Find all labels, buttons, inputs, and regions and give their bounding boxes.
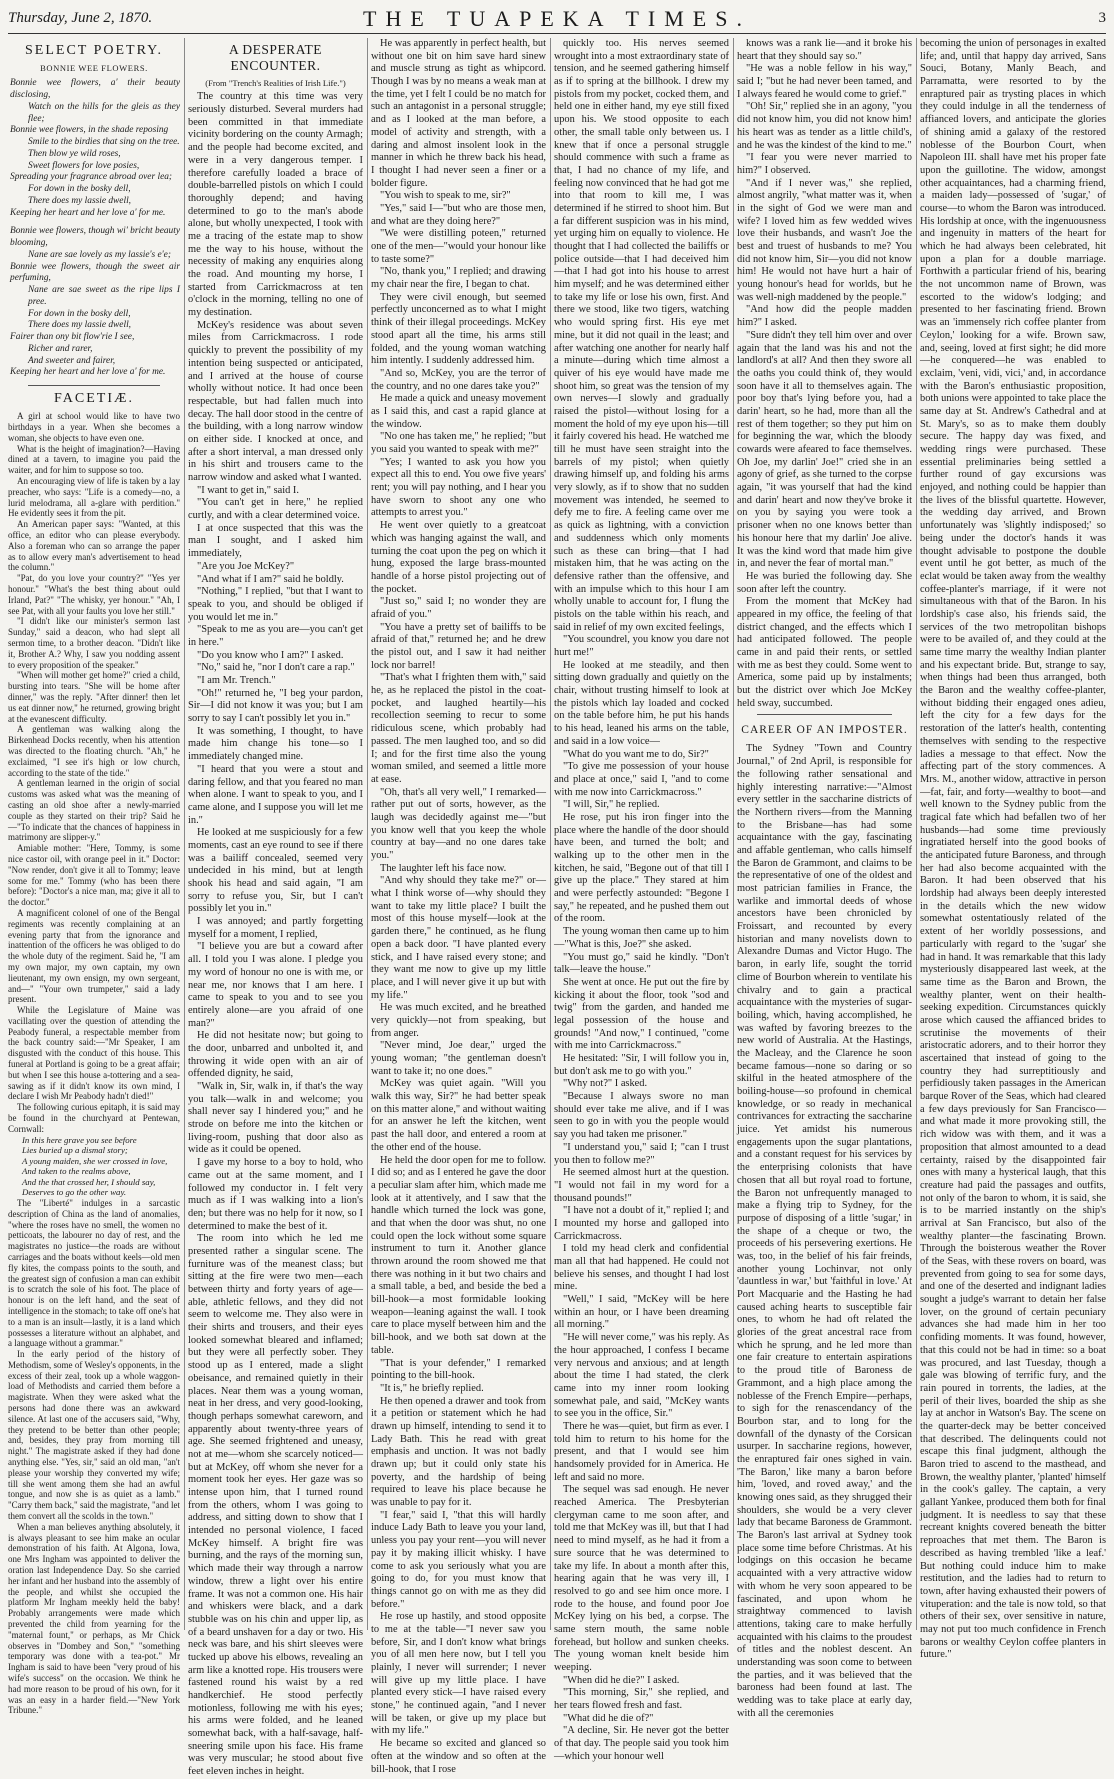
poem	[8, 78, 180, 379]
epitaph-line: A young maiden, she wer crossed in love,	[22, 1155, 168, 1166]
poem-line: Nane are sae lovely as my lassie's e'e;	[28, 249, 171, 260]
select-poetry-heading: SELECT POETRY.	[25, 43, 163, 58]
paragraph: "Why not?" I asked.	[563, 1078, 648, 1090]
paragraph: The young woman then came up to him—"What is this, Joe?" she asked.	[554, 926, 729, 950]
paragraph: I was annoyed; and partly forgetting myself for a moment, I replied,	[188, 916, 363, 940]
paragraph: "Because I always swore no man should ever take me alive, and if I was seen to go in with you the people would say you had taken me prisoner."	[554, 1091, 729, 1141]
paragraph: "Are you Joe McKey?"	[197, 560, 295, 572]
paragraph: He held the door open for me to follow. I did so; and as I entered he gave the door a peculiar slam after him, which made me look at it attentively, and I saw that the handle which turned the lock was gone, and that when the door was shut, no one could open the lock without some square instrument to turn it. Another glance thrown around the room showed me that there was nothing in it but two chairs and a small table, a bed, and beside the bed a bill-hook—a most formidable looking weapon—leaning against the wall. I took care to place myself between him and the bill-hook, and we both sat down at the table.	[371, 1154, 546, 1356]
poem-line: For down in the bosky dell,	[28, 184, 131, 195]
column-6	[920, 38, 1106, 1661]
paragraph: "I heard that you were a stout and daring fellow, and that you feared no man when alone. I want to speak to you, and I came alone, and I suppose you will let me in."	[188, 763, 363, 826]
paragraph: "Speak to me as you are—you can't get in here."	[188, 624, 363, 648]
paragraph: He became so excited and glanced so often at the window and so often at the bill-hook, that I rose	[371, 1738, 546, 1775]
column-rule	[367, 38, 368, 1630]
poem-line: Keeping her heart and her love a' for me.	[10, 207, 166, 218]
paragraph: I told my head clerk and confidential man all that had happened. He could not believe his senses, and thought I had lost mine.	[554, 1243, 729, 1293]
article-title: A DESPERATE ENCOUNTER.	[229, 42, 322, 74]
paragraph: While the Legislature of Maine was vacillating over the question of attending the Peabody funeral, a respectable member from the back country said:—"Mr Speaker, I am disgusted with the conduct of this house. This funeral at Portland is going to be a great affair; but when I see this house a-tottering and a sea-sawing as if it didn't know its own mind, I declare I wish Mr Peabody hadn't died!"	[8, 1005, 180, 1102]
paragraph: He was much excited, and he breathed very quickly—not from speaking, but from anger.	[371, 1002, 546, 1039]
paragraph: "You scoundrel, you know you dare not hurt me!"	[554, 634, 729, 658]
poem-title: BONNIE WEE FLOWERS.	[40, 63, 148, 74]
paragraph: It was something, I thought, to have made him change his tone—so I immediately changed mine.	[188, 725, 363, 763]
epitaph-line: And the that crossed her, I should say,	[22, 1176, 156, 1187]
paragraph: "Pat, do you love your country?" "Yes yer honour." "What's the best thing about ould Irland, Pat?" "The whisky, yer honour." "Ah, I see Pat, with all your faults you love her still."	[8, 573, 180, 616]
column-3	[371, 38, 546, 1775]
epitaph-line: Lies buried up a dismal story;	[22, 1145, 128, 1156]
poem-line: Smile to the birdies that sing on the tree.	[28, 137, 180, 148]
paragraph: "I will, Sir," he replied.	[563, 799, 660, 811]
article-title: CAREER OF AN IMPOSTER.	[741, 724, 908, 737]
paragraph: A magnificent colonel of one of the Bengal regiments was recently complaining at an evening party that from the ignorance and inattention of the officers he was obliged to do the whole duty of the regiment. Said he, "I am my own major, my own captain, my own lieutenant, my own ensign, my own sergeant, and—" "Your own trumpeter," said a lady present.	[8, 907, 180, 1005]
epitaph-line: And taken to the realms above,	[22, 1166, 131, 1177]
column-1	[8, 38, 180, 1716]
paragraph: He went over quietly to a greatcoat which was hanging against the wall, and turning the coat upon the peg on which it hung, exposed the large brass-mounted handle of a horse pistol projecting out of the pocket.	[371, 520, 546, 595]
paragraph: He was buried the following day. She soon after left the country.	[737, 570, 912, 595]
paragraph: He was apparently in perfect health, but without one bit on him save hard sinew and muscle strung as tight as whipcord. Though I was by no means a weak man at the time, yet I felt I could be no match for such an antagonist in a personal struggle; and as I looked at the man before, a model of activity and strength, with a daring and almost insolent look in the manner in which he threw back his head, I thought I had never seen a finer or a bolder figure.	[371, 38, 546, 189]
paragraph: A gentleman was walking along the Birkenhead Docks recently, when his attention was directed to the floating church. "Ah," he exclaimed, "I see it's high or low church, according to the state of the tide."	[8, 724, 180, 778]
column-4	[554, 38, 729, 1762]
poem-line: Spreading your fragrance abroad over lea;	[10, 172, 173, 183]
paragraph: "Oh, that's all very well," I remarked—rather put out of sorts, however, as the laugh was decidedly against me—"but you know well that you keep the whole country at bay—and no one dares take you."	[371, 786, 546, 861]
paragraph: "No," said he, "nor I don't care a rap."	[197, 662, 355, 674]
poem-line: Sweet flowers for love posies,	[28, 160, 140, 171]
paragraph: "We were distilling poteen," returned one of the men—"would your honour like to taste some?"	[371, 228, 546, 265]
paragraph: "It is," he briefly replied.	[380, 1382, 484, 1394]
paragraph: "Oh! Sir," replied she in an agony, "you did not know him, you did not know him! his heart was as tender as a little child's, and he was the kindest of the kind to me."	[737, 101, 912, 151]
paragraph: "Do you know who I am?" I asked.	[197, 649, 344, 661]
column-rule	[733, 38, 734, 1630]
epitaph	[8, 1135, 180, 1198]
paragraph: "This morning, Sir," she replied, and her tears flowed fresh and fast.	[554, 1687, 729, 1712]
issue-date: Thursday, June 2, 1870.	[8, 10, 153, 26]
paragraph: "And how did the people madden him?" I asked.	[737, 304, 912, 329]
paragraph: "I have not a doubt of it," replied I; and I mounted my horse and galloped into Carrickmacross.	[554, 1205, 729, 1242]
poem-line: There does my lassie dwell,	[28, 320, 132, 331]
paragraph: Amiable mother: "Here, Tommy, is some nice castor oil, with orange peel in it." Doctor: "Now render, don't give it all to Tommy; leave some for me." Tommy (who has been there before): "Doctor's a nice man, ma; give it all to the doctor."	[8, 843, 180, 908]
paragraph: "That is your defender," I remarked pointing to the bill-hook.	[371, 1357, 546, 1382]
paragraph: "And if I never was," she replied, almost angrily, "what matter was it, when in the sight of God we were man and wife? I loved him as few wedded wives love their husbands, and wasn't Joe the best and truest of husbands to me? You did not know him, Sir—you did not know him! He would not have hurt a hair of young honour's head for worlds, but he was well-nigh maddened by the people."	[737, 177, 912, 303]
page-number: 3	[1098, 10, 1106, 26]
paragraph: An encouraging view of life is taken by a lay preacher, who says: "Life is a comedy—no, a lurid melodrama, all a-glare with perdition." He evidently sees it from the pit.	[8, 476, 180, 519]
paragraph: "That's what I frighten them with," said he, as he replaced the pistol in the coat-pocket, and laughed heartily—his recollection seeming to recur to some ridiculous scene, which probably had passed. The men laughed too, and so did I; and for the first time also the young woman smiled, and seemed a little more at ease.	[371, 672, 546, 785]
section-divider	[28, 385, 160, 386]
poem-line: Then blow ye wild roses,	[28, 148, 121, 159]
paragraph: McKey's residence was about seven miles from Carrickmacross. I rode quickly to prevent the possibility of my intention being suspected or anticipated, and I arrived at the house of course wholly without notice. It had once been respectable, but had fallen much into decay. The hall door stood in the centre of the building, with a long narrow window on either side. I knocked at once, and after a short interval, a man dressed only in his shirt and trousers came to the narrow window and asked what I wanted.	[188, 319, 363, 484]
paragraph: "Yes; I wanted to ask you how you expect all this to end. You owe five years' rent; you will pay nothing, and I hear you have sworn to shoot any one who attempts to arrest you."	[371, 456, 546, 519]
paragraph: "I am Mr. Trench."	[197, 675, 276, 687]
facetiae-body	[8, 411, 180, 1716]
paragraph: When a man believes anything absolutely, it is always pleasant to see him make an ocular demonstration of his faith. At Algona, Iowa, one Mrs Ingham was appointed to deliver the oration last Independence Day. So she carried her infant and her husband into the assembly of the people, and whilst she occupied the platform Mr Ingham meekly held the baby! Probably arrangements were made which prevented the child from yearning for the "maternal fount," or perhaps, as Mr Chick observes in "Dombey and Son," "something temporary was done with a tea-pot." Mr Ingham is said to have been "very proud of his wife's success" on the occasion. We think he had more reason to be proud of his own, for it was an easy in a harder field.—"New York Tribune."	[8, 1521, 180, 1716]
paragraph: "Yes," said I—"but who are those men, and what are they doing here?"	[371, 202, 546, 227]
paragraph: I at once suspected that this was the man I sought, and I asked him immediately,	[188, 522, 363, 560]
poem-line: Nane are sae sweet as the ripe lips I pree.	[28, 285, 180, 307]
paragraph: "I believe you are but a coward after all. I told you I was alone. I pledge you my word of honour no one is with me, or near me, nor knows that I am here. I came to speak to you and to see you entirely alone—are you afraid of one man?"	[188, 941, 363, 1029]
column-2	[188, 38, 363, 1778]
paragraph: A girl at school would like to have two birthdays in a year. When she becomes a woman, she objects to have even one.	[8, 411, 180, 443]
paragraph: "Sure didn't they tell him over and over again that the land was his and not the landlord's at all? And then they swore all the oaths you could think of, they would soon have it all to themselves again. The poor boy that's lying before you, had a darin' heart, so he had, more than all the rest of them together; so they put him on for beginning the war, which the bloody cowards were afeared to face themselves. Oh Joe, my darlin' Joe!" cried she in an agony of grief, as she turned to the corpse again, "it was yourself that had the kind and darin' heart and now they've broke it on you by saying you were took a prisoner when no one knows better than his honour here that my darlin' Joe alive. It was the kind word that made him give in, and never the fear of mortal man."	[737, 329, 912, 570]
paragraph: He rose up hastily, and stood opposite to me at the table—"I never saw you before, Sir, and I don't know what brings you of all men here now, but I tell you plainly, I never will surrender; I never will give up my little place. I have planted every stick—I have raised every stone," he continued again, "and I never will be taken, or give up my place but with my life."	[371, 1611, 546, 1737]
paragraph: In the early period of the history of Methodism, some of Wesley's opponents, in the excess of their zeal, took up a whole waggon-load of Methodists and carried them before a magistrate. When they were asked what the persons had done there was an awkward silence. At last one of the accusers said, "Why, they pretend to be better than other people; and, besides, they pray from morning till night." The magistrate asked if they had done anything else. "Yes, sir," said an old man, "an't please your worship they converted my wife; till she went among them she had an awful tongue, and now she is as quiet as a lamb." "Carry them back," said the magistrate, "and let them convert all the scolds in the town."	[8, 1349, 180, 1522]
column-rule	[550, 38, 551, 1630]
paragraph: He made a quick and uneasy movement as I said this, and cast a rapid glance at the window.	[371, 393, 546, 430]
paragraph: An American paper says: "Wanted, at this office, an editor who can please everybody. Also a foreman who can so arrange the paper as to allow every man's advertisement to head the column."	[8, 519, 180, 573]
paragraph: "What did he die of?"	[563, 1712, 654, 1724]
poem-line: Watch on the hills for the gleis as they flee;	[28, 101, 180, 124]
paragraph: "Nothing," I replied, "but that I want to speak to you, and should be obliged if you would let me in."	[188, 586, 363, 623]
paragraph: "What do you want me to do, Sir?"	[563, 748, 709, 760]
paragraph: "And so, McKey, you are the terror of the country, and no one dares take you?"	[371, 367, 546, 392]
paragraph: The sequel was sad enough. He never reached America. The Presbyterian clergyman came to me soon after, and told me that McKey was ill, but that I had need to mind myself, as he had it from a sure source that he was determined to take my life. In about a month after this, hearing again that he was very ill, I resolved to go and see him once more. I rode to the house, and found poor Joe McKey lying on his bed, a corpse. The same stern mouth, the same noble forehead, but hollow and sunken cheeks. The young woman knelt beside him weeping.	[554, 1484, 729, 1673]
paragraph: "And what if I am?" said he boldly.	[197, 573, 344, 585]
poem-line: And sweeter and fairer,	[28, 355, 116, 366]
paragraph: "I understand you," said I; "can I trust you then to follow me?"	[554, 1141, 729, 1166]
masthead	[8, 6, 1106, 32]
paragraph: knows was a rank lie—and it broke his heart that they should say so."	[737, 38, 912, 62]
paragraph: McKey was quiet again. "Will you walk this way, Sir?" he had better speak on this matter alone," and without waiting for an answer he left the kitchen, went past the hall door, and entered a room at the other end of the house.	[371, 1078, 546, 1153]
paragraph: "He will never come," was his reply. As the hour approached, I confess I became very nervous and anxious; and at length about the time I had stated, the clerk came into my inner room looking somewhat pale, and said, "McKey wants to see you in the office, Sir."	[554, 1332, 729, 1420]
paragraph: I gave my horse to a boy to hold, who came out at the same moment, and I followed my conductor in. I felt very much as if I was walking into a lion's den; but there was no help for it now, so I determined to make the best of it.	[188, 1157, 363, 1232]
paragraph: He hesitated: "Sir, I will follow you in, but don't ask me to go with you."	[554, 1053, 729, 1077]
paragraph: "Well," I said, "McKey will be here within an hour, or I have been dreaming all morning."	[554, 1294, 729, 1331]
paragraph: He looked at me steadily, and then sitting down gradually and quietly on the chair, without trusting himself to look at the pistols which lay loaded and cocked on the table before him, he put his hands to his head, leaned his arms on the table, and said in a low voice—	[554, 659, 729, 747]
paragraph: "You can't get in here," he replied curtly, and with a clear determined voice.	[188, 497, 363, 522]
paragraph: There he was—quiet, but firm as ever. I told him to return to his home for the present, and that I would see him handsomely provided for in America. He left and said no more.	[554, 1420, 729, 1483]
paragraph: "No, thank you," I replied; and drawing my chair near the fire, I began to chat.	[371, 266, 546, 291]
paragraph: "A decline, Sir. He never got the better of that day. The people said you took him—which your honour well	[554, 1725, 729, 1762]
paragraph: "No one has taken me," he replied; "but you said you wanted to speak with me?"	[371, 431, 546, 455]
poem-line: For down in the bosky dell,	[28, 308, 131, 319]
paragraph: "Walk in, Sir, walk in, if that's the way you talk—walk in and welcome; you shall never say I hindered you;" and he strode on before me into the kitchen or living-room, pushing that door also as wide as it could be opened.	[188, 1081, 363, 1156]
paragraph: He rose, put his iron finger into the place where the handle of the door should have been, and turned the bolt; and walking up to the other men in the kitchen, he said, "Begone out of that till I give up the place." They stared at him and were perfectly astounded: "Begone I say," he repeated, and he pushed them out of the room.	[554, 811, 729, 925]
paragraph: "You have a pretty set of bailiffs to be afraid of that," returned he; and he drew the pistol out, and I saw it had neither lock nor barrel!	[371, 621, 546, 671]
section-divider	[757, 714, 892, 715]
paragraph: "When will mother get home?" cried a child, bursting into tears. "She will be home after dinner," was the reply. "After dinner! then let us eat dinner now," he returned, growing bright at the evanescent difficulty.	[8, 670, 180, 724]
column-rule	[184, 38, 185, 1630]
poem-line: Bonnie wee flowers, a' their beauty disclosing,	[10, 78, 180, 101]
paragraph: "I fear," said I, "that this will hardly induce Lady Bath to leave you your land, unless you pay your rent—you will never pay it by making illicit whisky. I have come to ask you seriously what you are going to do, for you must know that things cannot go on with me as they did before."	[371, 1509, 546, 1610]
epitaph-line: In this here grave you see before	[22, 1134, 137, 1145]
column-5	[737, 38, 912, 1719]
paragraph: The "Liberté" indulges in a sarcastic description of China as the land of anomalies, "where the roses have no smell, the women no petticoats, the labourer no day of rest, and the magistrates no justice—the roads are without carriages and the boats without keels—old men fly kites, the compass points to the south, and the greatest sign of confusion a man can exhibit is to scratch the sole of his foot. The place of honour is on the left hand, and the seat of intelligence in the stomach; to take off one's hat to a man is an insult—lastly, it is a land which possesses a literature without an alphabet, and a language without a grammar."	[8, 1197, 180, 1349]
paragraph: "I fear you were never married to him?" I observed.	[737, 152, 912, 176]
paragraph: A gentleman learned in the origin of social customs was asked what was the meaning of casting an old shoe after a newly-married couple as they started on their trip? Said he—"To indicate that the chances of happiness in matrimony are slipper-y."	[8, 778, 180, 843]
paragraph: They were civil enough, but seemed perfectly unconcerned as to what I might think of their illegal proceedings. McKey stood apart all the time, his arms still folded, and the young woman watching him intently. I suddenly addressed him.	[371, 291, 546, 367]
poem-line: Bonnie wee flowers, in the shade reposing	[10, 125, 169, 136]
paragraph: quickly too. His nerves seemed wrought into a most extraordinary state of tension, and he seemed gathering himself as if to spring at the billhook. I drew my pistols from my pocket, cocked them, and held one in either hand, my eye still fixed upon his. We stood opposite to each other, the small table only between us. I knew that if once a personal struggle should commence with such a frame as that, I had no chance of my life, and feeling now convinced that he had got me into that room to kill me, I was determined if he stirred to shoot him. But a far different suspicion was in his mind, yet urging him on equally to violence. He thought that I had collected the bailiffs or police outside—that I had deceived him—that I had got into his house to arrest him myself; and he was determined either to take my life or lose his own, first. And there we stood, like two tigers, watching who would spring first. His eye met mine, but it did not quail in the least; and after watching one another for nearly half a minute—during which time almost a quiver of his eye would have made me shoot him, so great was the tension of my own nerves—I slowly and gradually raised the pistol—without losing for a moment the hold of my eye upon his—till it fairly covered his head. He watched me till he must have seen straight into the barrels of my pistol; when quietly drawing himself up, and folding his arms very slowly, as if to show that no sudden movement was intended, he seemed to defy me to fire. A feeling came over me as quick as lightning, with a conviction and suddenness which only moments such as these can bring—that I had mistaken him, that he was acting on the defensive rather than the offensive, and with an impulse which to this hour I am wholly unable to account for, I flung the pistols on the table within his reach, and said in relief of my own excited feelings,	[554, 38, 729, 633]
paragraph: becoming the union of personages in exalted life; and, until that happy day arrived, Sans Souci, Botany, Manly Beach, and Parramatta, were resorted to by the enraptured pair as trysting places in which they could indulge in all the tenderness of affianced lovers, and anticipate the glories of shining amid a galaxy of the restored noblesse of the Bourbon Court, when Napoleon III. shall have met his proper fate upon the guillotine. The widow, amongst other acquaintances, had a charming friend, a maiden lady—possessed of 'sugar,' of course—to whom the Baron was introduced. His lordship at once, with the ingenuousness and ingenuity in matters of the heart for which he had always been celebrated, hit upon a plan for a double marriage. Forthwith a particular friend of his, bearing the not uncommon name of Brown, was escorted to the widow's lodging; and presented to her fascinating friend. Brown was an 'immensely rich coffee planter from Ceylon,' looking for a wife. Brown saw, and, seeing, loved at first sight; he did more—he conquered—he was enabled to exclaim, 'veni, vidi, vici,' and, in accordance with the Baron's enthusiastic proposition, both unions were appointed to take place the same day at St. Andrew's Cathedral and at St. Mary's, so as to make them doubly secure. The happy day was fixed, and wedding rings were purchased. These essential preliminaries being settled a further round of gay excursions was enjoyed, and nothing could be happier than the lives of the blissful quartette. However, the wedding day arrived, and Brown unfortunately was 'slightly indisposed;' so being under the doctor's hands it was thought advisable to postpone the double event until he got better, as much of the eclat would be taken away from the wealthy coffee-planter's marriage, if it were not simultaneous with that of the Baron. In his lordship's case also, his friends said, the services of the two metropolitan bishops were to be availed of, and they could at the same time marry the wealthy Indian planter and his expectant bride. But, strange to say, when things had been thus arranged, both the Baron and the wealthy coffee-planter, without bidding their engaged ones adieu, left the city for a few days for the restoration of the latter's health, contenting themselves with sending to the respective ladies a message to that effect. Now the affecting part of the story commences. A Mrs. M., another widow, attractive in person—fat, fair, and forty—wealthy to boot—and well known to the Sydney public from the tragical fate which had befallen two of her husbands—had some time previously ingratiated herself into the good books of the anticipated future Baroness, and through her had also become acquainted with the Baron. It had been observed that his lordship had always been deeply interested in the details which the new widow somewhat ostentatiously related of the extent of her worldly possessions, and particularly with regard to the 'sugar' she had in hand. It was remarkable that this lady mysteriously disappeared last week, at the same time as the Baron and Brown, the wealthy planter, went on their health-seeking expedition. Circumstances quickly arose which caused the affianced brides to scrutinise the movements of their aristocratic adorers, and to their horror they ascertained that instead of going to the country they had surreptitiously and perfidiously taken passages in the American barque Rover of the Seas, which had cleared a few days previously for San Francisco—and what made it more provoking still, the rich widow was with them, and it was a proposition that almost amounted to a dead certainty, raised by the disappointed fair ones with many a hysterical laugh, that this creature had paid the passages and outfits, not only of the baron to whom, it is said, she is to be married instantly on the ship's arrival at San Francisco, but also of the wealthy planter—the fascinating Brown. Through the boisterous weather the Rover of the Seas, with these rovers on board, was prevented from going to sea for some days, and one of the deserted and indignant ladies sought a judge's warrant to detain her false lover, on the ground of certain pecuniary advances she had made him in her too confiding moments. It was found, however, that this could not be had in time: so a boat was procured, and last Tuesday, though a gale was blowing of terrific fury, and the rain poured in torrents, the ladies, at the peril of their lives, boarded the ship as she lay at anchor in Watson's Bay. The scene on the quarter-deck may be better conceived that described. The delinquents could not escape this final judgment, although the Baron tried to ascend to the masthead, and Brown, the wealthy planter, 'planted' himself in the cook's galley. The captain, a very gallant Yankee, produced them both for final judgment. It is needless to say that these recreant knights covered beneath the bitter reproaches that met them. The Baron is described as having trembled 'like a leaf.' But nothing could induce him to make restitution, and the ladies had to return to town, after having exhausted their powers of vituperation: and the tale is now told, so that others of their sex, over sensitive in nature, may not put too much confidence in French barons or wealthy Ceylon coffee planters in future."	[920, 38, 1106, 1661]
paragraph: "Oh!" returned he, "I beg your pardon, Sir—I did not know it was you; but I am sorry to say I can't possibly let you in."	[188, 687, 363, 725]
poem-line: Fairer than ony bit flow'rie I see,	[10, 332, 135, 343]
paragraph: He seemed almost hurt at the question. "I would not fail in my word for a thousand pounds!"	[554, 1167, 729, 1204]
column-rule	[916, 38, 917, 1630]
paragraph: "Never mind, Joe dear," urged the young woman; "the gentleman doesn't want to take it; no one does."	[371, 1040, 546, 1077]
paragraph: The following curious epitaph, it is said may be found in the churchyard at Pentewan, Cornwall:	[8, 1102, 180, 1134]
paragraph: The laughter left his face now.	[380, 862, 507, 874]
paragraph: "He was a noble fellow in his way," said I; "but he had never been tamed, and I always feared he would come to grief."	[737, 63, 912, 100]
paragraph: "I want to get in," said I.	[197, 484, 299, 496]
paragraph: "Just so," said I; no wonder they are afraid of you."	[371, 596, 546, 620]
paragraph: "When did he die?" I asked.	[563, 1674, 680, 1686]
poem-line: Richer and rarer,	[28, 343, 93, 354]
paragraph: He looked at me suspiciously for a few moments, cast an eye round to see if there was a bailiff concealed, seemed very undecided in his mind, but at length shook his head and said again, "I am sorry to refuse you, Sir, but I can't possibly let you in."	[188, 827, 363, 915]
poem-line: Bonnie wee flowers, though the sweet air perfuming,	[10, 261, 180, 284]
poem-line: Bonnie wee flowers, though wi' bricht beauty blooming,	[10, 226, 180, 249]
paragraph: From the moment that McKey had appeared in my office, the feeling of that district changed, and the effects which I had anticipated followed. The people came in and paid their rents, or settled with me as best they could. Some went to America, some paid up by instalments; but the district over which Joe McKey held sway, succumbed.	[737, 596, 912, 709]
paragraph: The Sydney "Town and Country Journal," of 2nd April, is responsible for the following rather sensational and highly interesting narrative:—"Almost every settler in the saccharine districts of the Northern rivers—from the Manning to the Brisbane—has had some acquaintance with the gay, fascinating and affable gentleman, who calls himself the Baron de Grammont, and claims to be the representative of one of the oldest and most patrician families in France, the warlike and immortal deeds of whose ancestors have been chronicled by Froissart, and recounted by every historian and many novelists down to Alexandre Dumas and Victor Hugo. The baron, in early life, sought the torrid clime of Bourbon wherein to ventilate his chivalry and to gain a practical acquaintance with the mysteries of sugar-boiling, which, having accomplished, he was wafted by favoring breezes to the new world of Australia. At the Hastings, the Macleay, and the Clarence he soon became famous—none so daring or so skilful in the heated atmosphere of the boiling-house—so profound in chemical knowledge, or so ready in mechanical contrivances for extracting the saccharine juice. Yet amidst his numerous engagements upon the sugar plantations, and a constant request for his services by the enterprising colonists that have chosen that all but royal road to fortune, the Baron not unfrequently managed to make a flying trip to Sydney, for the purpose of disposing of a little 'sugar,' in the shape of a cheque or two, the proceeds of his persevering exertions. He was, too, in the belief of his fair freinds, another young Lochinvar, not only 'dauntless in war,' but 'faithful in love.' At Port Macquarie and the Hasting he had caused aching hearts to susceptible fair ones, to whom he had oft related the glories of the great ancestral race from which he sprung, and he led more than one fair creature to entertain aspirations to the proud title of Baroness de Grammont, and a high place among the noblesse of the French Empire—perhaps, to sigh for the renascendancy of the Bourbon star, and to long for the downfall of the dynasty of the Corsican usurper. In saccharine regions, however, the enraptured fair ones sighed in vain. 'The Baron,' like many a baron before him, 'loved, and roved away,' and the knowing ones said, as they shrugged their shoulders, she would be a very clever lady that became Baroness de Grammont. The Baron's last arrival at Sydney took place some time before Christmas. At his lodgings on this occasion he became acquainted with a very attractive widow with whom he very soon appeared to be fascinated, and upon whom he straightway commenced to lavish attentions, taking care to make herfully acquainted with his claims to the proudest of titles and the noblest descent. An understanding was soon come to between the parties, and it was believed that the baroness had been found at last. The wedding was to take place at early day, with all the ceremonies	[737, 743, 912, 1719]
paragraph: "I didn't like our minister's sermon last Sunday," said a deacon, who had slept all sermon time, to a brother deacon. "Didn't like it, Brother A.? Why, I saw you nodding assent to every proposition of the speaker."	[8, 616, 180, 670]
article-source: (From "Trench's Realities of Irish Life.")	[205, 77, 346, 88]
paragraph: "And why should they take me?" or—what I think worse of—why should they want to take my little place? I built the most of this house myself—look at the garden there," he continued, as he flung open a back door. "I have planted every stick, and I have raised every stone; and they want me now to give up my little place, and I will never give it up but with my life."	[371, 875, 546, 1001]
facetiae-heading: FACETIÆ.	[54, 391, 134, 407]
epitaph-line: Deserves to go the other way.	[22, 1187, 127, 1198]
poem-line: There does my lassie dwell,	[28, 195, 132, 206]
paragraph: "You must go," said he kindly. "Don't talk—leave the house."	[554, 951, 729, 976]
newspaper-title: THE TUAPEKA TIMES.	[363, 6, 751, 31]
paragraph: The room into which he led me presented rather a singular scene. The furniture was of the meanest class; but sitting at the fire were two men—each between thirty and forty years of age—able, athletic fellows, and they did not seem to welcome me. They also were in their shirts and trousers, and their eyes looked somewhat bleared and inflamed; but they were all perfectly sober. They stood up as I entered, made a slight obeisance, and remained quietly in their places. Near them was a young woman, neat in her dress, and very good-looking, though perhaps somewhat careworn, and apparently about twenty-three years of age. She seemed frightened and uneasy, not at me—whom she scarcely noticed—but at McKey, off whom she never for a moment took her eyes. Her gaze was so intense upon him, that I turned round from the others, whom I was going to address, and sitting down to show that I intended no personal violence, I faced McKey himself. A bright fire was burning, and the rays of the morning sun, which made their way through a narrow window, threw a light over his entire frame. It was not a common one. His hair and whiskers were black, and a dark stubble was on his chin and upper lip, as of a beard unshaven for a day or two. His neck was bare, and his shirt sleeves were tucked up above his elbows, revealing an arm like a knotted rope. His trousers were fastened round his waist by a red handkerchief. He stood perfectly motionless, following me with his eyes; his arms were folded, and he leaned somewhat back, with a half-savage, half-sneering smile upon his face. His frame was very muscular; he stood about five feet eleven inches in height.	[188, 1233, 363, 1778]
paragraph: "To give me possession of your house and place at once," said I, "and to come with me now into Carrickmacross."	[554, 761, 729, 798]
poem-line: Keeping her heart and her love a' for me.	[10, 367, 166, 378]
paragraph: "You wish to speak to me, sir?"	[380, 190, 511, 202]
paragraph: He then opened a drawer and took from it a petition or statement which he had drawn up himself, intending to send it to Lady Bath. This he read with great emphasis and unction. It was not badly drawn up; but it could only state his poverty, and the hardship of being required to leave his place because he was unable to pay for it.	[371, 1395, 546, 1509]
paragraph: The country at this time was very seriously disturbed. Several murders had been committed in that immediate vicinity bordering on the county Armagh; and the people had become excited, and were in a very dangerous temper. I therefore carefully loaded a brace of double-barrelled pistols on which I could thoroughly depend; and having determined to go to the man's abode alone, but wholly unexpected, I took with me a tracing of the estate map to show me the way to his house, without the necessity of making any enquiries along the road. And mounting my horse, I started from Carrickmacross at ten o'clock in the morning, telling no one of my destination.	[188, 91, 363, 319]
masthead-rule	[8, 33, 1106, 34]
paragraph: He did not hesitate now; but going to the door, unbarred and unbolted it, and throwing it wide open with an air of offended dignity, he said,	[188, 1030, 363, 1080]
paragraph: She went at once. He put out the fire by kicking it about the floor, took "sod and twig" from the garden, and handed me legal possession of the house and grounds! "And now," I continued, "come with me into Carrickmacross."	[554, 976, 729, 1052]
paragraph: What is the height of imagination?—Having dined at a tavern, to imagine you paid the waiter, and for him to suppose so too.	[8, 443, 180, 476]
